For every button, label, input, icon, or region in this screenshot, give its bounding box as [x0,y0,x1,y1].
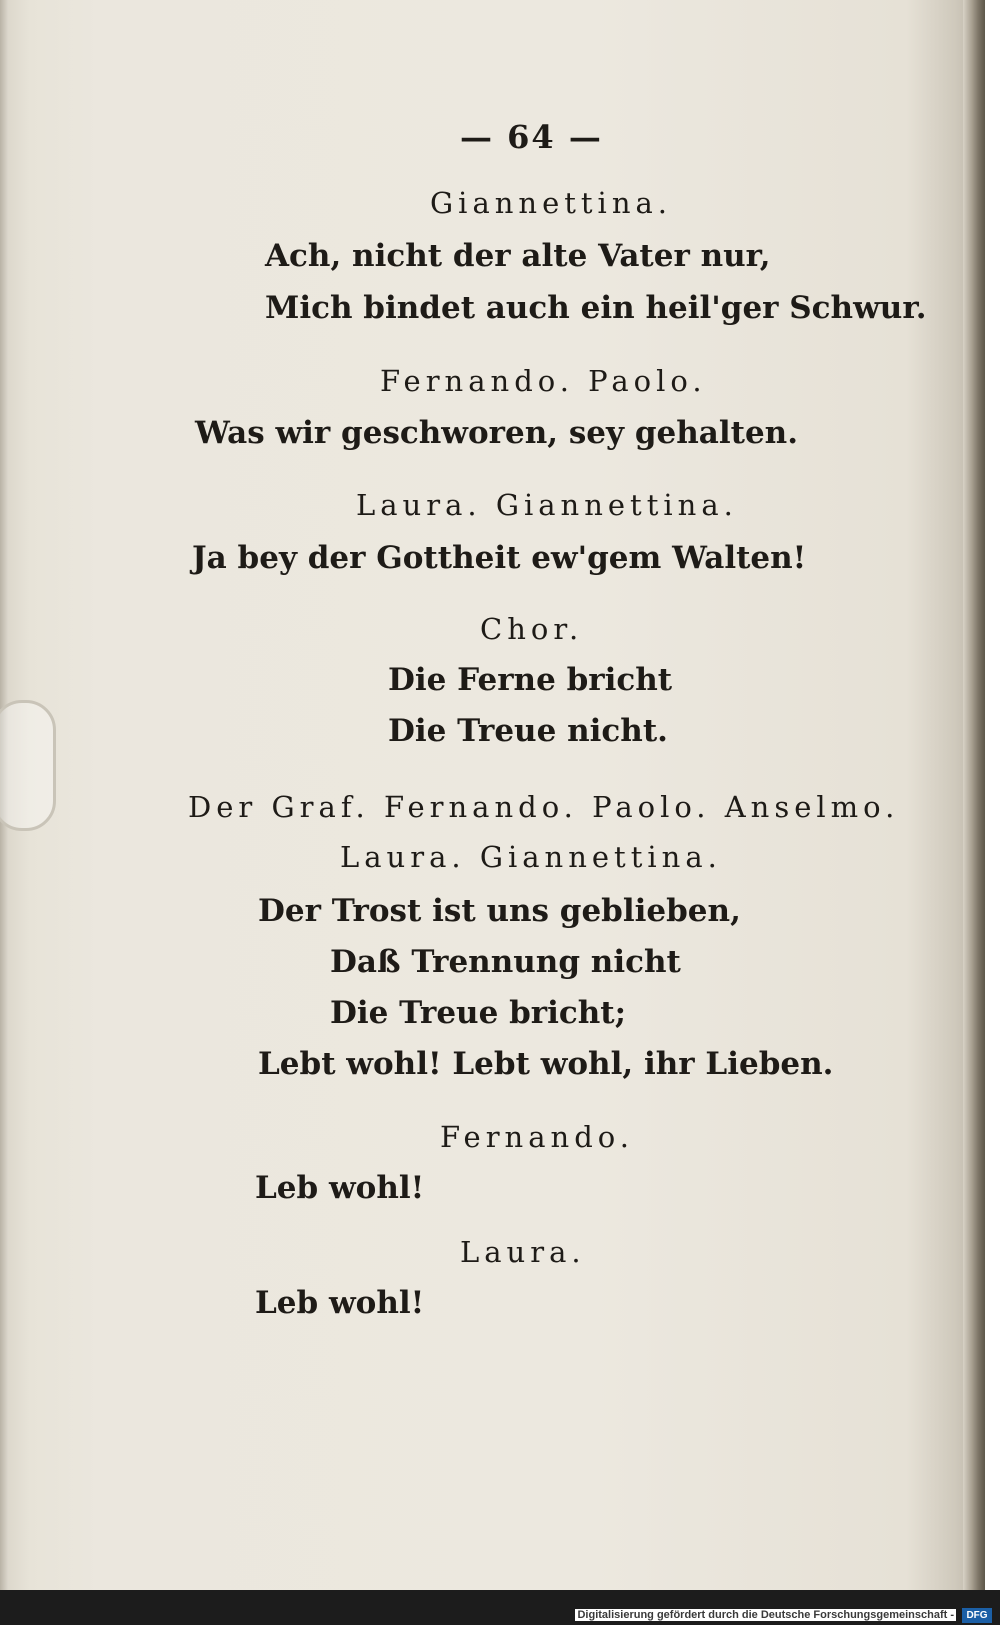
speaker-fernando: Fernando. [440,1120,634,1154]
verse-line: Daß Trennung nicht [330,944,681,980]
verse-line: Leb wohl! [255,1170,425,1206]
verse-line: Die Treue bricht; [330,995,627,1031]
page-number: — 64 — [460,118,603,156]
footer-credit: Digitalisierung gefördert durch die Deutsche Forschungsgemeinschaft - [577,1609,954,1621]
speaker-laura: Laura. [460,1235,586,1269]
speaker-fernando-paolo: Fernando. Paolo. [380,364,707,398]
dfg-logo: DFG [962,1608,992,1623]
verse-line: Mich bindet auch ein heil'ger Schwur. [265,290,927,326]
verse-line: Die Ferne bricht [388,662,673,698]
speaker-laura-giannettina: Laura. Giannettina. [356,488,738,522]
page-right-edge [963,0,985,1590]
verse-line: Leb wohl! [255,1285,425,1321]
verse-line: Ja bey der Gottheit ew'gem Walten! [192,540,807,576]
verse-line: Die Treue nicht. [388,713,668,749]
verse-line: Lebt wohl! Lebt wohl, ihr Lieben. [258,1046,834,1082]
speaker-ensemble: Der Graf. Fernando. Paolo. Anselmo. [188,790,900,824]
speaker-giannettina: Giannettina. [430,186,673,220]
footer-bar [0,1590,1000,1625]
speaker-ensemble-cont: Laura. Giannettina. [340,840,722,874]
verse-line: Der Trost ist uns geblieben, [258,893,741,929]
verse-line: Was wir geschworen, sey gehalten. [195,415,799,451]
verse-line: Ach, nicht der alte Vater nur, [265,238,771,274]
page-clip [0,700,56,831]
speaker-chor: Chor. [480,612,584,646]
